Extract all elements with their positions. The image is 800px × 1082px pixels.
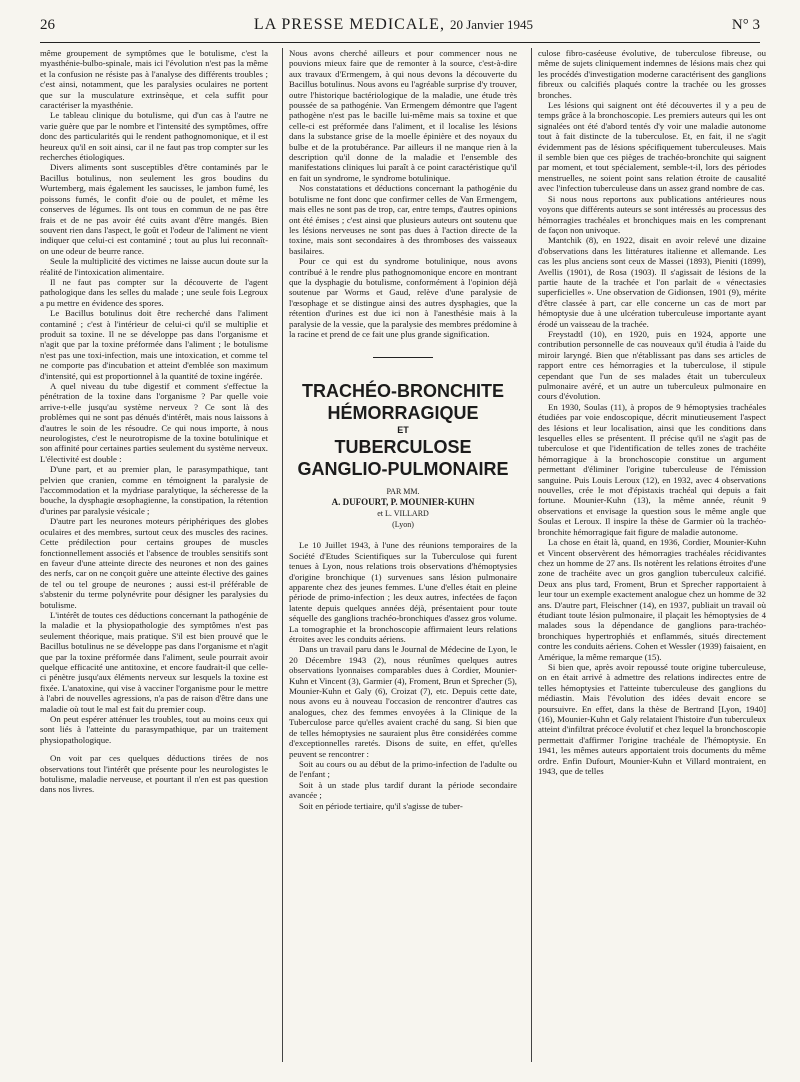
column-2 (289, 48, 517, 811)
paragraph: Dans un travail paru dans le Journal de Médecine de Lyon, le 20 Décembre 1943 (2), nous réunîmes quelques autres observations lyonnaises comparables dues à Cordier, Mounier-Kuhn et Vincent (3), Garmier (4), Froment, Brun et Sprecher (5), Mounier-Kuhn et Galy (6), Croizat (7), etc. Depuis cette date, nous avons eu à nouveau l'occasion de rencontrer d'autres cas analogues, chez des femmes envoyées à la Clinique de la Tuberculose parce qu'elles avaient craché du sang. Si bien que de telles hémoptysies ne sauraient plus être considérées comme d'exceptionnelles raretés. Disons de suite, en effet, qu'elles peuvent se rencontrer : (289, 644, 517, 759)
header-rule (40, 42, 760, 43)
journal-name: LA PRESSE MEDICALE, (253, 16, 445, 33)
column-1 (40, 48, 268, 795)
paragraph: La chose en était là, quand, en 1936, Cordier, Mounier-Kuhn et Vincent observèrent des hémorragies trachéales récidivantes chez un homme de 27 ans. Ils notèrent les relations étroites d'une zone de trachéite avec un gros ganglion tuberculeux calcifié. Deux ans plus tard, Froment, Brun et Sprecher rapportaient à leur tour un exemple exactement analogue chez un homme de 32 ans. D'autre part, Fleischner (14), en 1937, publiait un travail où étudiant toute lésion pulmonaire, il plaçait les hémoptysies de 4 malades sous la dépendance de ganglions para-trachéo-bronchiques hypertrophiés et enflammés, situés directement contre les conduits aériens. Cohen et Wessler (1939) faisaient, en Amérique, la même remarque (15). (538, 537, 766, 662)
byline-city: (Lyon) (392, 520, 414, 530)
paragraph: Les lésions qui saignent ont été découvertes il y a peu de temps grâce à la bronchoscopie. Les premiers auteurs qui les ont signalées ont été d'abord tentés d'y voir une maladie autonome tout à fait distincte de la tuberculose. Et, en fait, il ne s'agit évidemment pas de lésions spécifiquement tuberculeuses. Mais il semble bien que ces pièges de trachéo-bronchite qui saignent par moment, et tout spécialement, semble-t-il, lors des périodes menstruelles, ne soient point sans relation étroite de causalité avec l'infection tuberculeuse dans un assez grand nombre de cas. (538, 100, 766, 194)
paragraph: Freystadtl (10), en 1920, puis en 1924, apporte une contribution personnelle de cas nouveaux qu'il étudia à l'aide du miroir laryngé. Bien que n'établissant pas dans ses articles de rapport entre ces hémorragies et la tuberculose, il stipule cependant que l'un de ses malades était un tuberculeux pulmonaire avéré, et un autre un tuberculeux pulmonaire en cours d'évolution. (538, 328, 766, 402)
column-divider (531, 48, 532, 1062)
journal-title (254, 16, 533, 34)
paragraph: Soit à un stade plus tardif durant la période secondaire avancée ; (289, 779, 517, 801)
paragraph: A quel niveau du tube digestif et comment s'effectue la pénétration de la toxine dans l'organisme ? Par quelle voie arrive-t-elle jusqu'au système nerveux ? Ce sont là des problèmes qui ne sont pas dénués d'intérêt, mais nous laissons à d'autres le soin de les résoudre. Ce qui nous importe, à nous neurologistes, c'est le neurotropisme de la toxine botulinique et son affinité pour certaines parties seulement du système nerveux. L'électivité est double : (40, 381, 268, 464)
paragraph: Divers aliments sont susceptibles d'être contaminés par le Bacillus botulinus, non seulement les gros boudins du Wurtemberg, mais également les saucisses, le jambon fumé, les poissons fumés, le confit d'oie ou de poulet, et même les conserves de légumes. Ils ont tous en commun de ne pas être frais et de ne pas avoir été cuits avant d'être mangés. Bien souvent rien dans l'aspect, le goût et l'odeur de l'aliment ne vient indiquer que celui-ci est contaminé ; tout au plus lui reconnaît-on une odeur de beurre rance. (40, 162, 268, 256)
title-line: TUBERCULOSE (334, 437, 472, 458)
byline-authors: A. DUFOURT, P. MOUNIER-KUHN (331, 497, 475, 508)
title-et: ET (397, 425, 409, 436)
paragraph: Mantchik (8), en 1922, disait en avoir relevé une dizaine d'observations dans les littératures italienne et allemande. Les cas les plus anciens sont ceux de Massei (1893), Pieniti (1899), Avellis (1901), de Rosa (1903). Il s'agissait de lésions de la partie haute de la trachée et l'on parlait de « vénectasies superficielles ». Une observation de Gidionsen, 1901 (9), mérite d'être classée à part, car elle concerne un cas de mort par hémoptysie due à une ulcération tuberculeuse importante ayant érodé un vaisseau de la trachée. (538, 235, 766, 329)
title-line: HÉMORRAGIQUE (327, 403, 479, 424)
paragraph: même groupement de symptômes que le botulisme, c'est la myasthénie-bulbo-spinale, mais ici l'évolution n'est pas la même et la confusion ne résiste pas à l'analyse des différents troubles ; c'est ainsi, notamment, que les paralysies oculaires ne portent que sur la musculature extrinsèque, et cela suffit pour caractériser la myasthénie. (40, 48, 268, 111)
page-number: 26 (40, 16, 55, 33)
article-title (289, 380, 517, 480)
paragraph: D'une part, et au premier plan, le parasympathique, tant pelvien que cranien, comme en témoignent la paralysie de l'accommodation et la mydriase paralytique, la sécheresse de la bouche, la dysphagie œsophagienne, la constipation, la rétention d'urines par paralysie vésicale ; (40, 464, 268, 516)
paragraph: On peut espérer atténuer les troubles, tout au moins ceux qui sont liés à l'atteinte du parasympathique, par un traitement physiopathologique. (40, 714, 268, 745)
issue-number: N° 3 (731, 16, 760, 33)
paragraph: Le 10 Juillet 1943, à l'une des réunions temporaires de la Société d'Etudes Scientifiques sur la Tuberculose qui furent tenues à Lyon, nous relations trois observations d'hémoptysies d'origine bronchique (1) survenues sans lésion pulmonaire apparente chez des jeunes femmes. L'une d'elles était en pleine période de primo-infection ; les deux autres, infectées de façon latente depuis quelques années déjà, présentaient pour toute séquelle des ganglions trachéo-bronchiques d'assez gros volume. La tomographie et la bronchoscopie affirmaient leurs relations étroites avec les conduits aériens. (289, 540, 517, 645)
paragraph: Seule la multiplicité des victimes ne laisse aucun doute sur la réalité de l'intoxication alimentaire. (40, 256, 268, 277)
paragraph: En 1930, Soulas (11), à propos de 9 hémoptysies trachéales étudiées par voie endoscopique, décrit minutieusement l'aspect des lésions et leur localisation, ainsi que les conditions dans lesquelles elles se présentent. Il précise qu'il ne s'agit pas de tuberculose et que l'identification de telles zones de trachéite hémorragique à la bronchoscopie constitue un argument permettant d'éliminer l'origine tuberculeuse de l'émission sanguine. Puis Louis Leroux (12), en 1932, avec 4 observations nouvelles, crée le mot d'épistaxis trachéal qui depuis a fait fortune. Mounier-Kuhn (13), la même année, réunit 9 observations et envisage la question sous le même angle que Soulas et Leroux. Il inspire la thèse de Garmier où la trachéo-bronchite hémorragique fait figure de maladie autonome. (538, 401, 766, 537)
paragraph: Le Bacillus botulinus doit être recherché dans l'aliment contaminé ; c'est à l'intérieur de celui-ci qu'il se multiplie et produit sa toxine. Il ne se développe pas dans l'organisme et n'agit que par la toxine préformée dans l'aliment ; le botulisme n'est pas une toxi-infection, mais une intoxication, et comme tel ne comporte pas d'incubation et atteint d'emblée son maximum d'intensité, qui est proportionnel à la quantité de toxine ingérée. (40, 308, 268, 381)
paragraph: Soit en période tertiaire, qu'il s'agisse de tuber- (299, 800, 463, 811)
paragraph: D'autre part les neurones moteurs périphériques des globes oculaires et des membres, surtout ceux des muscles des racines. Cette prédilection pour certains groupes de muscles fonctionnellement associés et l'absence de troubles sensitifs sont en faveur d'une atteinte directe des neurones et non des gaines des nerfs, car on ne conçoit guère une atteinte élective des gaines de tel ou tel groupe de neurones ; aussi est-il préférable de s'abstenir du terme polynévrite pour désigner les paralysies du botulisme. (40, 516, 268, 610)
paragraph: Pour ce qui est du syndrome botulinique, nous avons contribué à le rendre plus pathognomonique encore en montrant que la dysphagie du botulisme, conformément à l'opinion déjà soutenue par Worms et Gaud, relève d'une paralysie de l'œsophage et se distingue ainsi des autres dysphagies, que la rétention d'urines est due ici non à l'anesthésie mais à la paralysie de la vessie, que la paralysie des membres prédomine à la racine et prend de ce fait une plus grande signification. (289, 256, 517, 339)
column-3 (538, 48, 766, 776)
article-byline (289, 486, 517, 530)
paragraph: Soit au cours ou au début de la primo-infection de l'adulte ou de l'enfant ; (289, 758, 517, 780)
title-line: GANGLIO-PULMONAIRE (297, 459, 509, 480)
page-header (40, 10, 760, 40)
paragraph: L'intérêt de toutes ces déductions concernant la pathogénie de la maladie et la physiopathologie des symptômes n'est pas seulement théorique, mais pratique. S'il est bien prouvé que le Bacillus botulinus ne se développe pas dans l'organisme et n'agit que par la toxine préformée dans l'aliment, seule pourrait avoir quelque efficacité une antitoxine, et encore faudrait-il que celle-ci pénètre jusqu'aux éléments nerveux sur lesquels la toxine est fixée. L'anatoxine, qui vise à vacciner l'organisme pour le mettre à l'abri de nouvelles agressions, n'a pas de raison d'être dans une maladie où tout le mal est fait du premier coup. (40, 609, 268, 714)
paragraph: Si nous nous reportons aux publications antérieures nous voyons que différents auteurs se sont intéressés au processus des hémorragies trachéales et bronchiques mais en les comprenant de façon non univoque. (538, 193, 766, 235)
paragraph: Nous avons cherché ailleurs et pour commencer nous ne pouvions mieux faire que de remonter à la source, c'est-à-dire aux travaux d'Ermengem, à qui nous devons la découverte du Bacillus botulinus. Nous avons eu l'agréable surprise d'y trouver, outre l'historique bactériologique de la maladie, une étude très poussée de sa pathogénie. Van Ermengem démontre que l'agent pathogène n'est pas le bacille lui-même mais sa toxine et que celle-ci est préformée dans l'aliment, et il localise les lésions dans la substance grise de la moelle épinière et des noyaux du bulbe et de la protubérance. Par ailleurs il ne manque rien à la description qu'il donne de la maladie et l'ensemble des manifestations cliniques lui paraît à ce point caractéristique qu'il en fait un syndrome, le syndrome botulinique. (289, 48, 517, 183)
paragraph: Le tableau clinique du botulisme, qui d'un cas à l'autre ne varie guère que par le nombre et l'intensité des symptômes, offre donc des particularités qui le rendent pathognomonique, et il est heureux qu'il en soit ainsi, car il ne faut pas trop compter sur les recherches étiologiques. (40, 110, 268, 163)
byline-authors-2: et L. VILLARD (377, 509, 429, 519)
column-divider (282, 48, 283, 1062)
paragraph: culose fibro-caséeuse évolutive, de tuberculose fibreuse, ou même de sujets cliniquement indemnes de lésions mais chez qui les procédés d'investigation moderne caractérisent des ganglions fibreux ou calcifiés plaqués contre la trachée ou les grosses bronches. (538, 48, 766, 100)
paragraph: Nos constatations et déductions concernant la pathogénie du botulisme ne font donc que confirmer celles de Van Ermengem, mais elles ne sont pas de trop, car, entre temps, d'autres opinions ont été émises ; c'est ainsi que plusieurs auteurs ont soutenu que les lésions nerveuses ne sont pas dues à l'action directe de la toxine, mais sont secondaires à des thromboses des vaisseaux basilaires. (289, 183, 517, 256)
paragraph: Il ne faut pas compter sur la découverte de l'agent pathologique dans les selles du malade ; une seule fois Legroux a pu mettre en évidence des spores. (40, 276, 268, 308)
issue-date: 20 Janvier 1945 (449, 17, 533, 32)
section-separator (373, 357, 433, 358)
paragraph: Si bien que, après avoir repoussé toute origine tuberculeuse, on en était arrivé à admettre des relations indirectes entre de telles hémoptysies et l'atteinte tuberculeuse des ganglions du médiastin. Mais l'évolution des idées devait encore se poursuivre. En effet, dans la thèse de Bertrand [Lyon, 1940] (16), Mounier-Kuhn et Galy relataient l'histoire d'un tuberculeux atteint d'infiltrat précoce évolutif et chez lequel la bronchoscopie permettait d'affirmer l'origine trachéale de l'hémoptysie. En 1941, les mêmes auteurs apportaient trois documents du même ordre. Enfin Dufourt, Mounier-Kuhn et Villard montraient, en 1943, que de telles (538, 661, 766, 777)
byline-par: PAR MM. (386, 487, 420, 497)
title-line: TRACHÉO-BRONCHITE (302, 381, 504, 402)
paragraph: On voit par ces quelques déductions tirées de nos observations tout l'intérêt que présente pour les neurologistes le botulisme, maladie nerveuse, et pourtant il n'en est pas question dans nos livres. (40, 753, 268, 795)
